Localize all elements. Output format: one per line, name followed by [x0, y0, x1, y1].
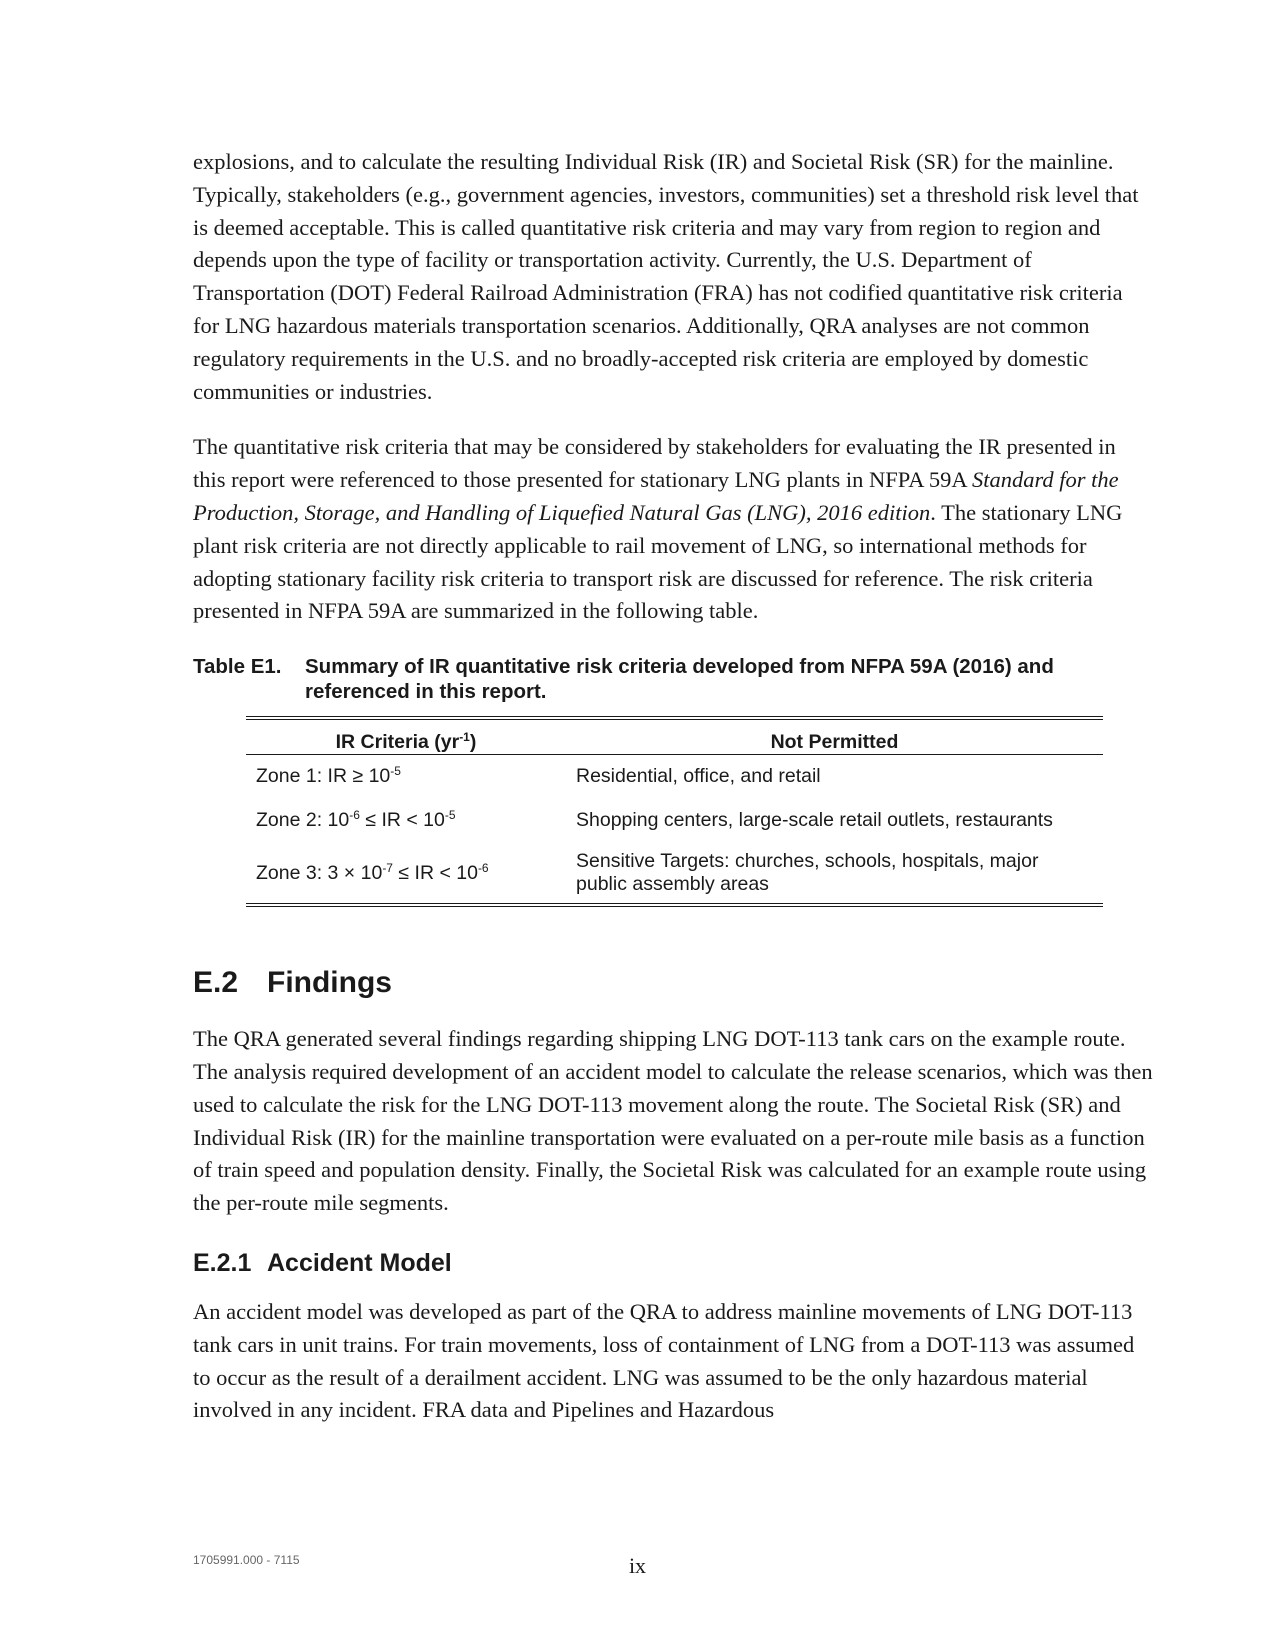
zone-3-not-permitted: Sensitive Targets: churches, schools, hospitals, major public assembly areas [576, 850, 1039, 896]
zone-1-not-permitted: Residential, office, and retail [576, 765, 821, 788]
table-header-row [246, 718, 1103, 755]
table-caption [193, 654, 1153, 704]
paragraph-nfpa-reference [193, 431, 1153, 628]
zone-3-criteria: Zone 3: $3 \times 10^{-7}$ ≤ IR < $10^{-6}$ [256, 860, 489, 884]
subsection-number: E.2.1 [193, 1248, 252, 1277]
zone-1-criteria: Zone 1: IR ≥ $10^{-5}$ [256, 764, 401, 788]
subsection-title: Accident Model [267, 1248, 452, 1277]
footer-document-id: 1705991.000 - 7115 [193, 1553, 300, 1567]
table-caption-label: Table E1. [193, 655, 282, 679]
table-row [246, 798, 1103, 843]
zone-2-not-permitted: Shopping centers, large-scale retail outlets, restaurants [576, 809, 1053, 832]
table-caption-text: Summary of IR quantitative risk criteria developed from NFPA 59A (2016) and referenced in this report. [305, 655, 1054, 704]
nfpa-standard-title: Standard for the Production, Storage, and Handling of Liquefied Natural Gas (LNG), 2016 edition [193, 467, 1119, 525]
subsection-heading-accident-model [193, 1248, 1153, 1278]
zone-2-criteria: Zone 2: $10^{-6}$ ≤ IR < $10^{-5}$ [256, 808, 456, 832]
page-number: ix [628, 1553, 647, 1578]
header-not-permitted: Not Permitted [566, 718, 1103, 755]
paragraph-nfpa-start: The quantitative risk criteria that may be considered by stakeholders for evaluating the IR presented in this report were referenced to those presented for stationary LNG plants in NFPA 59A [193, 434, 1116, 493]
paragraph-findings: The QRA generated several findings regarding shipping LNG DOT-113 tank cars on the example route. The analysis required development of an accident model to calculate the release scenarios, which was then used to calculate the risk for the LNG DOT-113 movement along the route. The Societal Risk (SR) and Individual Risk (IR) for the mainline transportation were evaluated on a per-route mile basis as a function of train speed and population density. Finally, the Societal Risk was calculated for an example route using the per-route mile segments. [193, 1026, 1153, 1216]
document-page [193, 146, 1153, 1450]
section-heading-findings [193, 965, 1153, 1001]
paragraph-nfpa-end: . The stationary LNG plant risk criteria are not directly applicable to rail movement of LNG, so international methods for adopting stationary facility risk criteria to transport risk are discussed for reference. The risk criteria presented in NFPA 59A are summarized in the following table. [193, 499, 1123, 624]
table-row [246, 755, 1103, 799]
header-ir-criteria: IR Criteria $(yr^{-1})$ [246, 718, 566, 755]
section-number: E.2 [193, 966, 239, 1000]
table-row [246, 843, 1103, 905]
ir-criteria-table [246, 716, 1103, 907]
section-title: Findings [267, 966, 392, 1000]
paragraph-accident-model: An accident model was developed as part of the QRA to address mainline movements of LNG DOT-113 tank cars in unit trains. For train movements, loss of containment of LNG from a DOT-113 was assumed to occur as the result of a derailment accident. LNG was assumed to be the only hazardous material involved in any incident. FRA data and Pipelines and Hazardous [193, 1298, 1135, 1423]
paragraph-risk-intro: explosions, and to calculate the resulting Individual Risk (IR) and Societal Risk (SR) for the mainline. Typically, stakeholders (e.g., government agencies, investors, communities) set a threshold risk level that is deemed acceptable. This is called quantitative risk criteria and may vary from region to region and depends upon the type of facility or transportation activity. Currently, the U.S. Department of Transportation (DOT) Federal Railroad Administration (FRA) has not codified quantitative risk criteria for LNG hazardous materials transportation scenarios. Additionally, QRA analyses are not common regulatory requirements in the U.S. and no broadly-accepted risk criteria are employed by domestic communities or industries. [193, 149, 1139, 404]
